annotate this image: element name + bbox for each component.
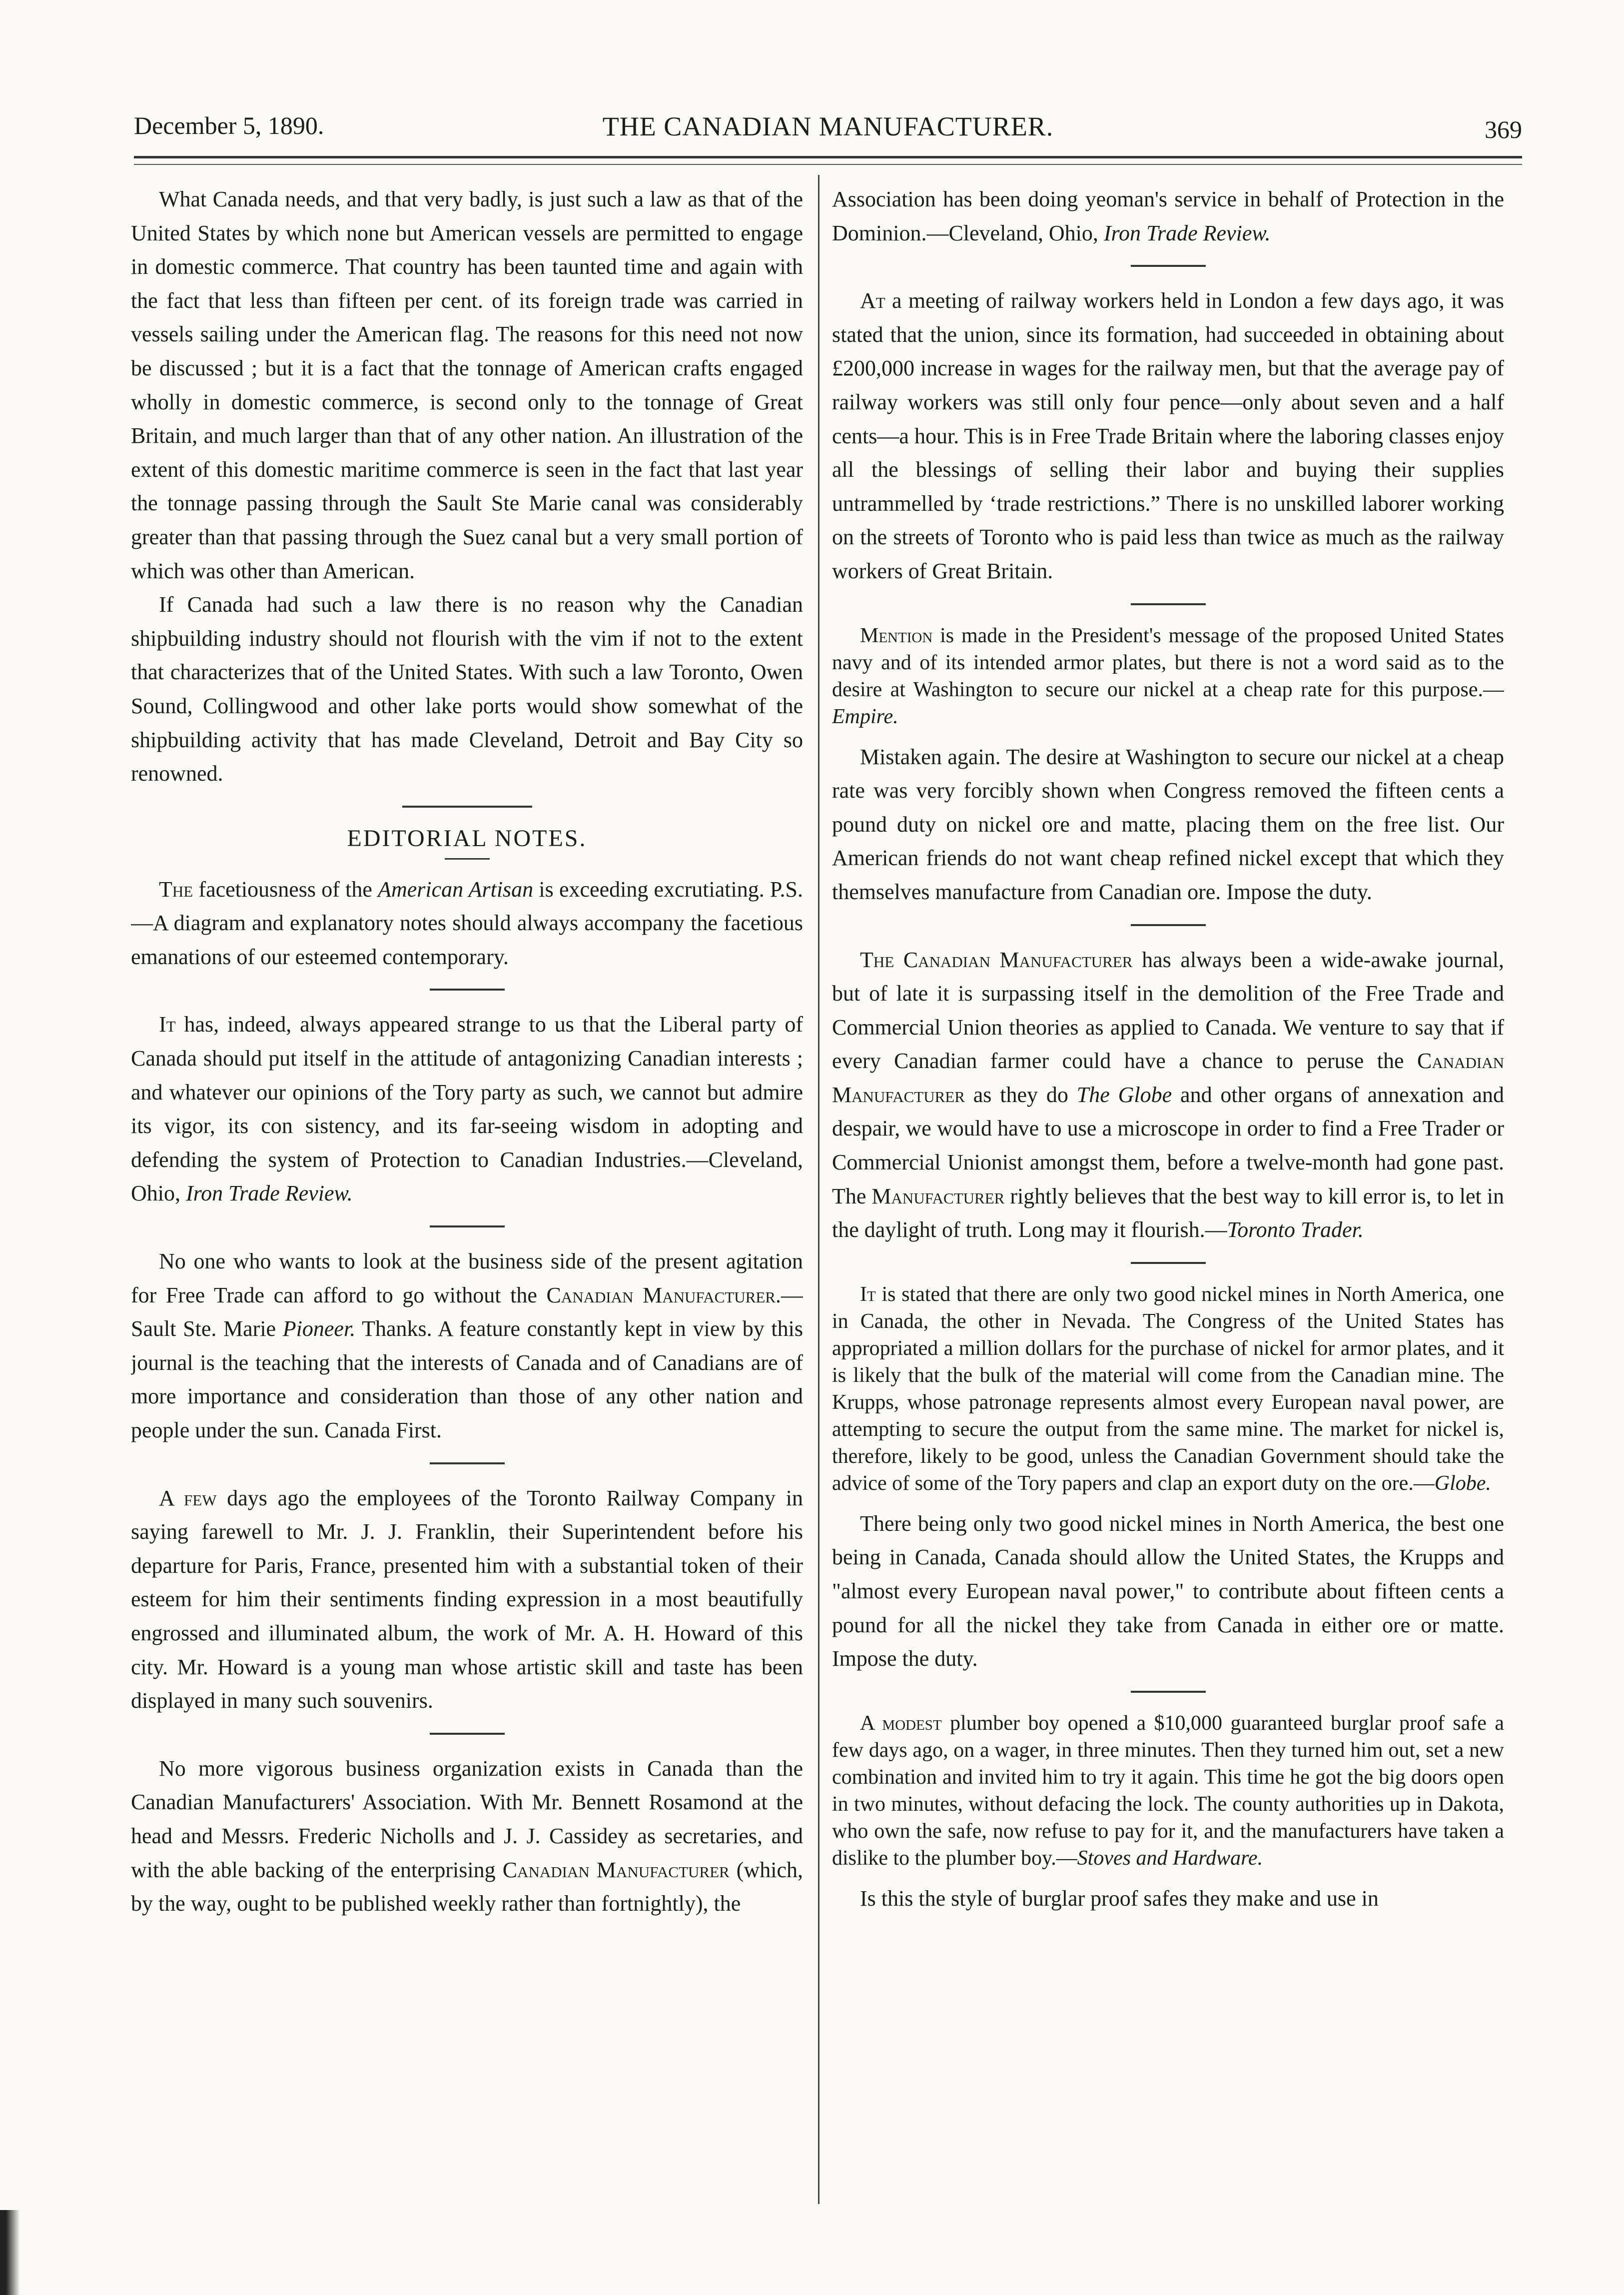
- note-paragraph: The Canadian Manufacturer has always been a wide-awake journal, but of late it is surpassing itself in the demolition of the Free Trade and Commercial Union theories as applied to Canada. We venture to say that if every Canadian farmer could have a chance to peruse the Canadian Manufacturer as they do The Globe and other organs of annexation and despair, we would have to use a microscope in order to find a Free Trader or Commercial Unionist amongst them, before a twelve-month had gone past. The Manufacturer rightly believes that the best way to kill error is, to let in the daylight of truth. Long may it flourish.—Toronto Trader.: [832, 947, 1504, 1242]
- lead-word: The Canadian Manufacturer: [860, 947, 1133, 972]
- right-column: [832, 182, 1504, 2197]
- page-number: 369: [1485, 115, 1522, 143]
- note-separator: [430, 1733, 505, 1735]
- publication-name: Empire.: [832, 705, 898, 728]
- note-paragraph: There being only two good nickel mines in North America, the best one being in Canada, Canada should allow the United States, the Krupps and "almost every European naval power," to contribute about fifteen cents a pound for all the nickel they take from Canada in either ore or matte. Impose the duty.: [832, 1511, 1504, 1671]
- publication-name: Manufacturer: [871, 1183, 1005, 1208]
- publication-name: Globe.: [1434, 1471, 1491, 1495]
- note-paragraph: No one who wants to look at the business side of the present agitation for Free Trade can afford to go without the Canadian Manufacturer.—Sault Ste. Marie Pioneer. Thanks. A feature constantly kept in view by this journal is the teaching that the interests of Canada and of Canadians are of more importance and consideration than those of any other nation and people under the sun. Canada First.: [131, 1249, 803, 1442]
- note-separator: [1131, 265, 1206, 267]
- publication-name: Canadian Manufacturer: [832, 1049, 1504, 1107]
- note-paragraph: Association has been doing yeoman's service in behalf of Protection in the Dominion.—Cleveland, Ohio, Iron Trade Review.: [832, 187, 1504, 245]
- publication-name: Iron Trade Review.: [186, 1181, 353, 1206]
- note-paragraph: It is stated that there are only two good nickel mines in North America, one in Canada, the other in Nevada. The Congress of the United States has appropriated a million dollars for the purchase of nickel for armor plates, and it is likely that the bulk of the material will come from the Canadian mine. The Krupps, whose patronage represents almost every European naval power, are attempting to secure the output from the same mine. The market for nickel is, therefore, likely to be good, unless the Canadian Government should take the advice of some of the Tory papers and clap an export duty on the ore.—Globe.: [832, 1282, 1504, 1495]
- lead-word: It: [159, 1012, 176, 1037]
- publication-name: Iron Trade Review.: [1103, 220, 1271, 245]
- lead-word: A few: [159, 1485, 217, 1510]
- publication-name: Pioneer.: [282, 1316, 356, 1341]
- issue-date: December 5, 1890.: [134, 111, 324, 139]
- lead-word: A modest: [860, 1711, 942, 1735]
- note-separator: [1131, 603, 1206, 605]
- left-column: [131, 182, 803, 2197]
- lead-word: At: [860, 288, 885, 313]
- article-paragraph: If Canada had such a law there is no reason why the Canadian shipbuilding industry should not flourish with the vim if not to the extent that characterizes that of the United States. With such a law Toronto, Owen Sound, Collingwood and other lake ports would show somewhat of the shipbuilding activity that has made Cleveland, Detroit and Bay City so renowned.: [131, 592, 803, 786]
- lead-word: It: [860, 1282, 876, 1306]
- header-rule: [134, 156, 1522, 158]
- note-paragraph: Mistaken again. The desire at Washington to secure our nickel at a cheap rate was very forcibly shown when Congress removed the fifteen cents a pound duty on nickel ore and matte, placing them on the free list. Our American friends do not want cheap refined nickel except that which they themselves manufacture from Canadian ore. Impose the duty.: [832, 744, 1504, 904]
- note-paragraph: The facetiousness of the American Artisan is exceeding excrutiating. P.S.—A diagram and explanatory notes should always accompany the facetious emanations of our esteemed contemporary.: [131, 877, 803, 969]
- note-separator: [430, 989, 505, 991]
- publication-title: THE CANADIAN MANUFACTURER.: [602, 111, 1054, 141]
- note-paragraph: A modest plumber boy opened a $10,000 guaranteed burglar proof safe a few days ago, on a wager, in three minutes. Then they turned him out, set a new combination and invited him to try it again. This time he got the big doors open in two minutes, without defacing the lock. The county authorities up in Dakota, who own the safe, now refuse to pay for it, and the manufacturers have taken a dislike to the plumber boy.—Stoves and Hardware.: [832, 1711, 1504, 1870]
- note-paragraph: Is this the style of burglar proof safes they make and use in: [860, 1886, 1379, 1911]
- note-separator: [430, 1462, 505, 1464]
- note-paragraph: No more vigorous business organization exists in Canada than the Canadian Manufacturers' Association. With Mr. Bennett Rosamond at the head and Messrs. Frederic Nicholls and J. J. Cassidey as secretaries, and with the able backing of the enterprising Canadian Manufacturer (which, by the way, ought to be published weekly rather than fortnightly), the: [131, 1756, 803, 1916]
- publication-name: American Artisan: [378, 877, 534, 902]
- publication-name: The Globe: [1076, 1082, 1172, 1107]
- note-paragraph: It has, indeed, always appeared strange to us that the Liberal party of Canada should put itself in the attitude of antagonizing Canadian interests ; and whatever our opinions of the Tory party as such, we cannot but admire its vigor, its con sistency, and its far-seeing wisdom in adopting and defending the system of Protection to Canadian Industries.—Cleveland, Ohio, Iron Trade Review.: [131, 1012, 803, 1206]
- column-divider: [818, 175, 819, 2204]
- note-paragraph: Mention is made in the President's message of the proposed United States navy and of its intended armor plates, but there is not a word said as to the desire at Washington to secure our nickel at a cheap rate for this purpose.—Empire.: [832, 624, 1504, 728]
- page-header: [134, 111, 1522, 146]
- section-heading: EDITORIAL NOTES.: [347, 825, 587, 852]
- publication-name: Toronto Trader.: [1227, 1217, 1364, 1242]
- note-separator: [1131, 1691, 1206, 1693]
- publication-name: Stoves and Hardware.: [1077, 1846, 1263, 1870]
- header-rule-thin: [134, 164, 1522, 165]
- lead-word: Mention: [860, 624, 933, 647]
- note-separator: [1131, 924, 1206, 926]
- note-paragraph: At a meeting of railway workers held in London a few days ago, it was stated that the union, since its formation, had succeeded in obtaining about £200,000 increase in wages for the railway men, but that the average pay of railway workers was still only four pence—only about seven and a half cents—a hour. This is in Free Trade Britain where the laboring classes enjoy all the blessings of selling their labor and buying their supplies untrammelled by ‘trade restrictions.” There is no unskilled laborer working on the streets of Toronto who is paid less than twice as much as the railway workers of Great Britain.: [832, 288, 1504, 583]
- note-paragraph: A few days ago the employees of the Toronto Railway Company in saying farewell to Mr. J. J. Franklin, their Superintendent before his departure for Paris, France, presented him with a substantial token of their esteem for him their sentiments finding expression in a most beautifully engrossed and illuminated album, the work of Mr. A. H. Howard of this city. Mr. Howard is a young man whose artistic skill and taste has been displayed in many such souvenirs.: [131, 1485, 803, 1713]
- note-separator: [430, 1225, 505, 1227]
- note-separator: [1131, 1262, 1206, 1264]
- publication-name: Canadian Manufacturer: [546, 1282, 776, 1307]
- publication-name: Canadian Manufacturer: [502, 1857, 730, 1882]
- scan-edge-mark: [0, 2210, 20, 2295]
- article-paragraph: What Canada needs, and that very badly, is just such a law as that of the United States by which none but American vessels are permitted to engage in domestic commerce. That country has been taunted time and again with the fact that less than fifteen per cent. of its foreign trade was carried in vessels sailing under the American flag. The reasons for this need not now be discussed ; but it is a fact that the tonnage of American crafts engaged wholly in domestic commerce, is second only to the tonnage of Great Britain, and much larger than that of any other nation. An illustration of the extent of this domestic maritime commerce is seen in the fact that last year the tonnage passing through the Sault Ste Marie canal was considerably greater than that passing through the Suez canal but a very small portion of which was other than American.: [131, 187, 803, 583]
- lead-word: The: [159, 877, 193, 902]
- heading-rule: [445, 858, 490, 860]
- section-separator: [402, 806, 532, 808]
